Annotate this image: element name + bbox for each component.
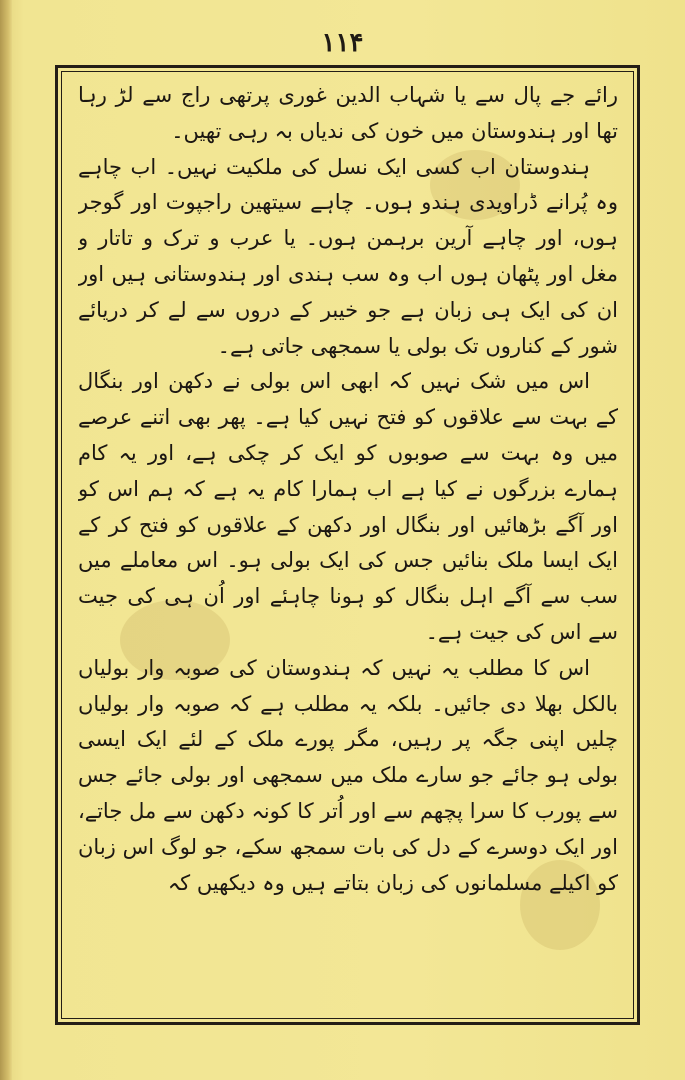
paragraph: رائے جے پال سے یا شہاب الدین غوری پرتھی راج سے لڑ رہا تھا اور ہندوستان میں خون کی ندیاں بہ رہی تھیں۔: [78, 83, 618, 143]
paragraph: ہندوستان اب کسی ایک نسل کی ملکیت نہیں۔ اب چاہے وہ پُرانے ڈراویدی ہندو ہوں۔ چاہے سیتھین راجپوت اور گوجر ہوں، اور چاہے آرین برہمن ہوں۔ یا عرب و ترک و تاتار و مغل اور پٹھان ہوں اب وہ سب ہندی اور ہندوستانی ہیں اور ان کی ایک ہی زبان ہے جو خیبر کے دروں سے لے کر دریائے شور کے کناروں تک بولی یا سمجھی جاتی ہے۔: [78, 154, 618, 358]
paragraph: اس میں شک نہیں کہ ابھی اس بولی نے دکھن اور بنگال کے بہت سے علاقوں کو فتح نہیں کیا ہے۔ پھر بھی اتنے عرصے میں وہ بہت سے صوبوں کو ایک کر چکی ہے، اور یہ کام ہمارے بزرگوں نے کیا ہے اب ہمارا کام یہ ہے کہ ہم اس کو اور آگے بڑھائیں اور بنگال اور دکھن کے علاقوں کو فتح کر کے ایک ایسا ملک بنائیں جس کی ایک بولی ہو۔ اس معاملے میں سب سے آگے اہل بنگال کو ہونا چاہئے اور اُن ہی کی جیت سے اس کی جیت ہے۔: [78, 369, 618, 644]
page-number: ۱۱۴: [321, 28, 364, 58]
body-text: [78, 78, 618, 1008]
binding-edge: [0, 0, 12, 1080]
paragraph: اس کا مطلب یہ نہیں کہ ہندوستان کی صوبہ وار بولیاں بالکل بھلا دی جائیں۔ بلکہ یہ مطلب ہے کہ صوبہ وار بولیاں چلیں اپنی جگہ پر رہیں، مگر پورے ملک کے لئے ایک ایسی بولی ہو جائے جو سارے ملک میں سمجھی اور بولی جائے جس سے پورب کا سرا پچھم سے اور اُتر کا کونہ دکھن سے مل جاتے، اور ایک دوسرے کے دل کی بات سمجھ سکے، جو لوگ اس زبان کو اکیلے مسلمانوں کی زبان بتاتے ہیں وہ دیکھیں کہ: [78, 655, 618, 895]
